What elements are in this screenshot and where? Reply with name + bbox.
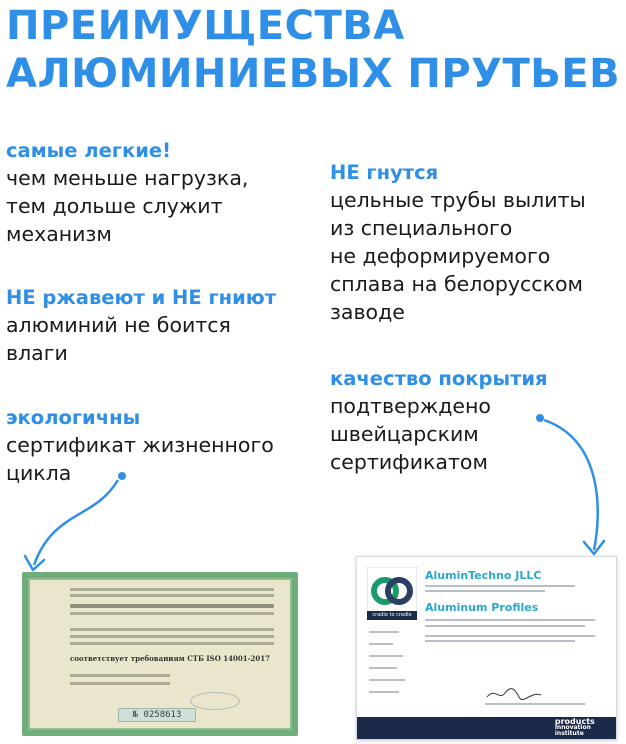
text-line [425,625,585,627]
certificate-standard: соответствует требованиям СТБ ISO 14001-2017 [70,654,270,663]
institute-logo-line: products [554,717,595,726]
benefit-text [6,311,276,367]
benefit-line: цельные трубы вылиты [330,188,586,212]
title-line-2: АЛЮМИНИЕВЫХ ПРУТЬЕВ [6,51,621,97]
institute-logo-line: institute [554,730,584,737]
text-line [369,691,399,693]
text-line [425,590,545,592]
benefit-no-rust [6,285,276,367]
benefit-line: швейцарским [330,422,479,446]
iso-certificate-image [22,572,298,736]
arrow-left-icon [14,470,134,580]
text-line [70,604,274,608]
text-line [369,679,405,681]
benefit-line: тем дольше служит [6,194,223,218]
text-line [369,631,399,633]
certification-badge: cradle to cradle [367,611,417,620]
text-line [70,682,170,685]
benefit-line: сертификат жизненного [6,433,274,457]
benefit-heading: качество покрытия [330,367,548,390]
arrow-right-icon [532,410,612,560]
benefit-no-bend [330,160,586,326]
certificate-serial: № 0258613 [118,708,196,722]
benefit-line: из специального [330,216,513,240]
text-line [70,588,274,591]
text-line [70,594,274,597]
benefit-heading: экологичны [6,406,141,429]
text-line [70,674,170,677]
benefit-line: влаги [6,341,68,365]
text-line [70,635,274,638]
benefit-line: чем меньше нагрузка, [6,166,249,190]
benefit-heading: НЕ ржавеют и НЕ гниют [6,286,277,309]
benefit-line: механизм [6,222,112,246]
benefit-line: алюминий не боится [6,313,231,337]
text-line [425,640,575,642]
benefit-heading: НЕ гнутся [330,161,439,184]
text-line [369,655,403,657]
certificate-paper [28,578,292,730]
text-line [70,642,274,645]
benefit-lightest [6,138,248,248]
text-line [485,703,585,705]
page-title [6,2,621,98]
institute-logo-line: cradle to cradle [554,711,608,718]
institute-logo-line: innovation [554,724,591,731]
text-line [425,635,595,637]
benefit-text [6,164,248,248]
institute-logo [555,712,608,737]
text-line [70,612,274,615]
certificate-footer [357,711,616,739]
text-line [425,585,575,587]
benefit-coating [330,366,548,476]
text-line [369,667,397,669]
benefit-line: цикла [6,461,72,485]
title-line-1: ПРЕИМУЩЕСТВА [6,3,405,49]
benefit-line: сертификатом [330,450,488,474]
cradle-to-cradle-certificate-image [356,556,617,740]
text-line [70,628,274,631]
benefit-line: сплава на белорусском [330,272,583,296]
benefit-text [330,392,548,476]
benefit-heading: самые легкие! [6,139,172,162]
signature-icon [485,685,545,703]
benefit-line: заводе [330,300,405,324]
text-line [369,643,393,645]
text-line [425,619,595,621]
signature-stamp [190,692,240,710]
benefit-text [330,186,586,326]
benefit-line: подтверждено [330,394,491,418]
certificate-product: Aluminum Profiles [425,601,539,614]
certificate-company: AluminTechno JLLC [425,569,542,582]
benefit-line: не деформируемого [330,244,551,268]
